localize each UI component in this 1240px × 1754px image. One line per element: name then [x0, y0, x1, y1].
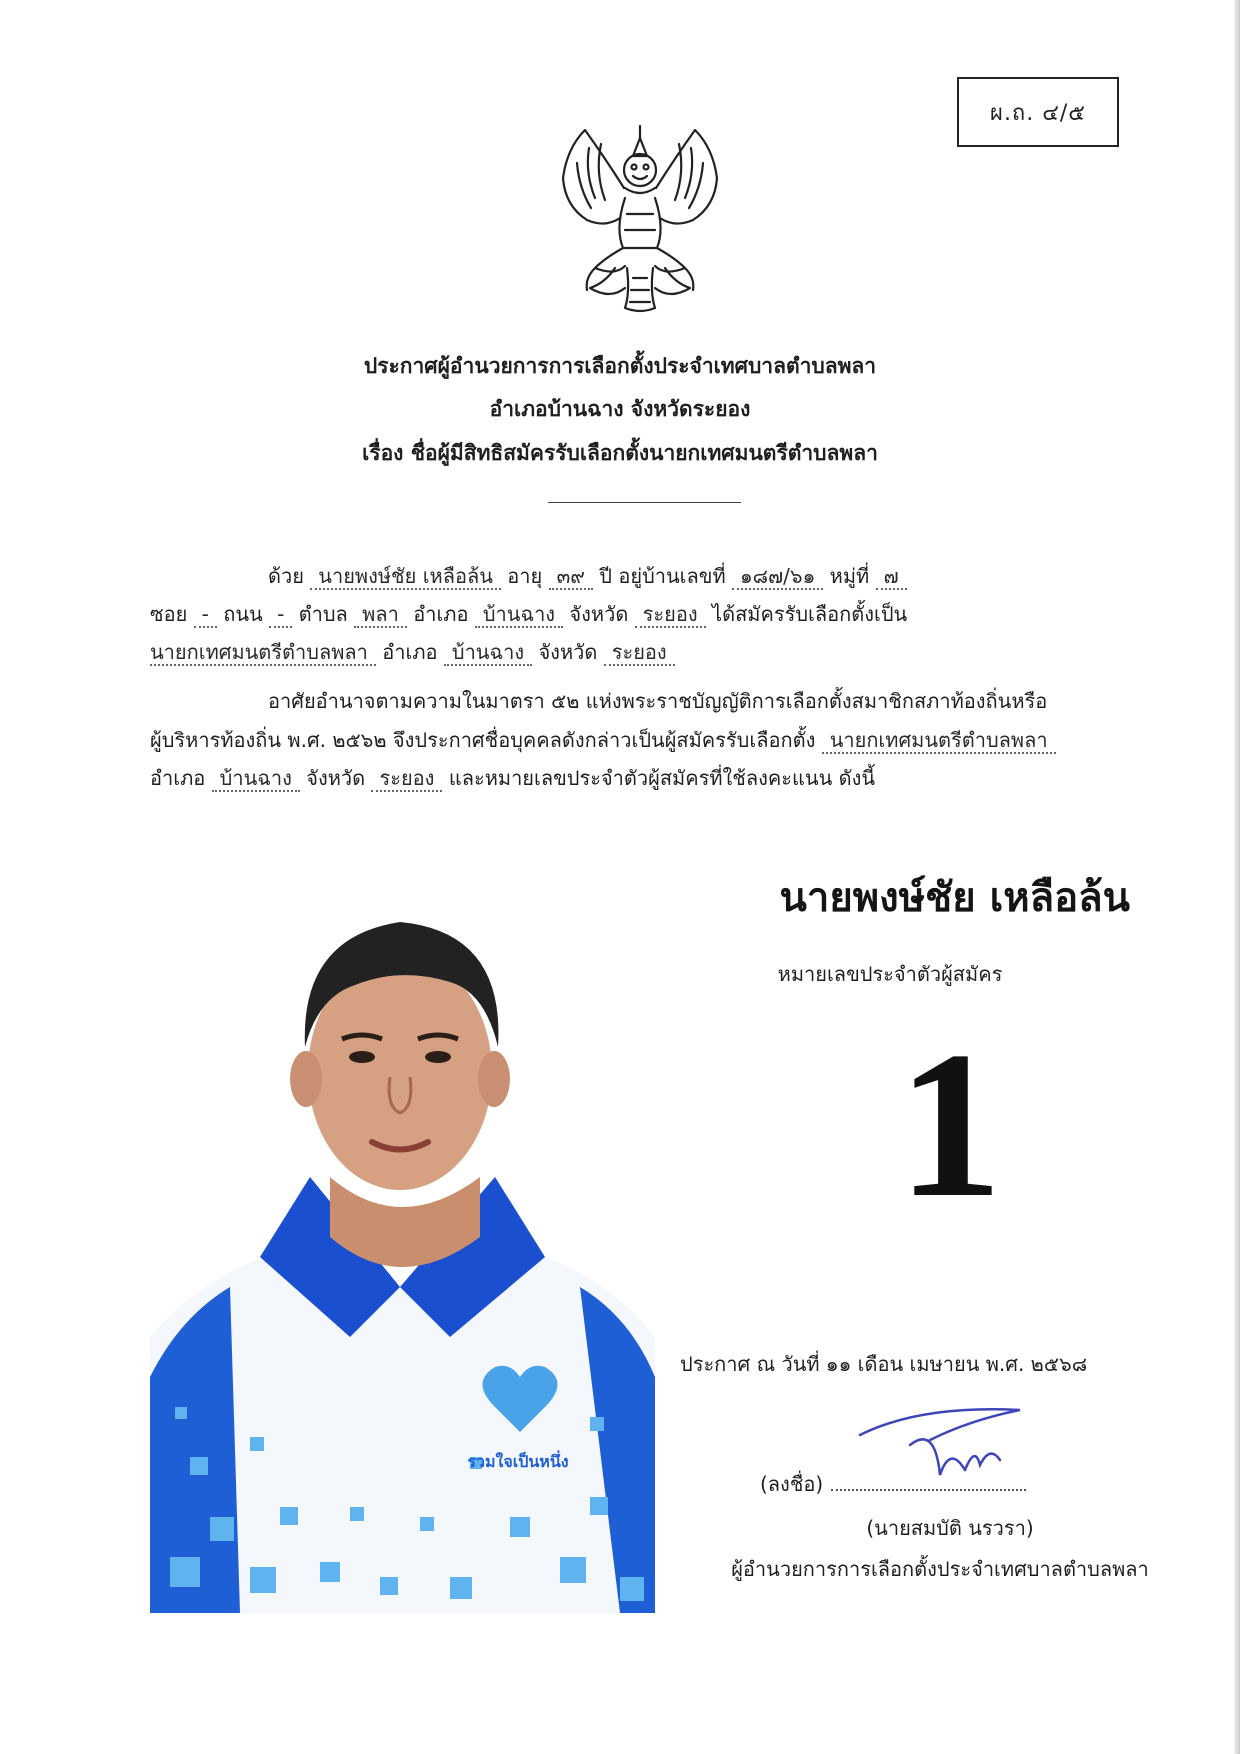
form-code-box — [957, 77, 1119, 147]
field-amphoe: บ้านฉาง — [475, 602, 563, 628]
divider — [548, 502, 741, 503]
form-code: ผ.ถ. ๔/๕ — [990, 100, 1086, 126]
signature-dots — [831, 1489, 1026, 1491]
candidate-number-label: หมายเลขประจำตัวผู้สมัคร — [777, 962, 1003, 986]
field-house-no: ๑๘๗/๖๑ — [732, 564, 823, 590]
field-province-2: ระยอง — [604, 640, 675, 666]
shirt-logo-text: รวมใจเป็นหนึ่ง — [467, 1452, 569, 1471]
candidate-portrait — [150, 817, 655, 1613]
field-amphoe-2: บ้านฉาง — [444, 640, 532, 666]
announcement-date: ประกาศ ณ วันที่ ๑๑ เดือน เมษายน พ.ศ. ๒๕๖๘ — [680, 1352, 1088, 1376]
para1-line1: ด้วย นายพงษ์ชัย เหลือล้น อายุ ๓๙ ปี อยู่บ้านเลขที่ ๑๘๗/๖๑ หมู่ที่ ๗ — [268, 560, 1108, 592]
heading-line-1: ประกาศผู้อำนวยการการเลือกตั้งประจำเทศบาลตำบลพลา — [363, 354, 877, 378]
para1-line2: ซอย - ถนน - ตำบล พลา อำเภอ บ้านฉาง จังหวัด ระยอง ได้สมัครรับเลือกตั้งเป็น — [150, 602, 908, 626]
field-name: นายพงษ์ชัย เหลือล้น — [310, 564, 501, 590]
candidate-photo — [150, 817, 655, 1613]
field-amphoe-3: บ้านฉาง — [212, 766, 300, 792]
candidate-name: นายพงษ์ชัย เหลือล้น — [779, 875, 1130, 921]
field-province-3: ระยอง — [371, 766, 442, 792]
field-soi: - — [194, 602, 217, 628]
field-age: ๓๙ — [549, 564, 593, 590]
candidate-number: 1 — [897, 1009, 1003, 1241]
heading-line-3: เรื่อง ชื่อผู้มีสิทธิสมัครรับเลือกตั้งนายกเทศมนตรีตำบลพลา — [362, 441, 878, 465]
signature-line — [760, 1468, 1060, 1500]
signer-title: ผู้อำนวยการการเลือกตั้งประจำเทศบาลตำบลพลา — [731, 1557, 1149, 1581]
field-moo: ๗ — [876, 564, 907, 590]
para2-line2: ผู้บริหารท้องถิ่น พ.ศ. ๒๕๖๒ จึงประกาศชื่อบุคคลดังกล่าวเป็นผู้สมัครรับเลือกตั้ง นายกเทศมนตรีตำบลพลา — [150, 724, 1110, 756]
para1-line3: นายกเทศมนตรีตำบลพลา อำเภอ บ้านฉาง จังหวัด ระยอง — [150, 636, 1110, 668]
sign-label: (ลงชื่อ) — [760, 1472, 824, 1496]
para2-line1: อาศัยอำนาจตามความในมาตรา ๕๒ แห่งพระราชบัญญัติการเลือกตั้งสมาชิกสภาท้องถิ่นหรือ — [268, 689, 1048, 713]
field-province: ระยอง — [635, 602, 706, 628]
garuda-emblem-icon — [545, 118, 735, 318]
field-road: - — [269, 602, 292, 628]
heading-line-2: อำเภอบ้านฉาง จังหวัดระยอง — [489, 397, 751, 421]
field-position: นายกเทศมนตรีตำบลพลา — [150, 640, 376, 666]
field-tambon: พลา — [354, 602, 407, 628]
page-edge — [1234, 0, 1240, 1754]
para2-line3: อำเภอ บ้านฉาง จังหวัด ระยอง และหมายเลขประจำตัวผู้สมัครที่ใช้ลงคะแนน ดังนี้ — [150, 766, 876, 790]
signer-name: (นายสมบัติ นรวรา) — [866, 1516, 1034, 1540]
field-position-2: นายกเทศมนตรีตำบลพลา — [822, 728, 1056, 754]
